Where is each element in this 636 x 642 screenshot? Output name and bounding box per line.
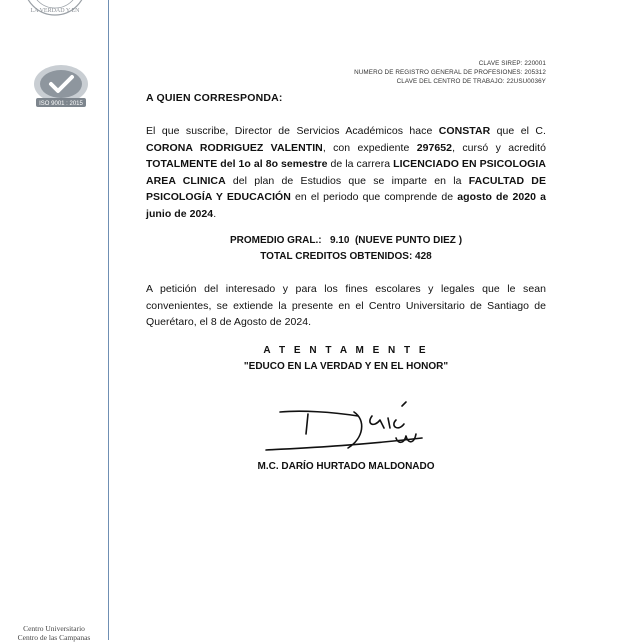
sirep-code: CLAVE SIREP: 220001 xyxy=(478,60,546,67)
reference-codes xyxy=(354,59,546,86)
faculty-name: FACULTAD DE PSICOLOGÍA Y EDUCACIÓN xyxy=(146,174,546,204)
signer-name: M.C. DARÍO HURTADO MALDONADO xyxy=(257,461,435,472)
career-name: LICENCIADO EN PSICOLOGIA AREA CLINICA xyxy=(146,158,546,187)
seal-text: LA VERDAD Y EN xyxy=(30,8,80,14)
general-average: PROMEDIO GRAL.: 9.10 (NUEVE PUNTO DIEZ ) xyxy=(229,235,463,246)
study-period: agosto de 2020 a junio de 2024 xyxy=(146,191,546,220)
constar-word: CONSTAR xyxy=(438,125,491,137)
university-seal-icon xyxy=(22,0,88,18)
profession-registry-number: NUMERO DE REGISTRO GENERAL DE PROFESIONES: 205312 xyxy=(354,69,546,76)
sidebar-footer xyxy=(0,624,108,642)
handwritten-signature-icon xyxy=(262,398,432,460)
student-name: CORONA RODRIGUEZ VALENTIN xyxy=(146,141,323,154)
iso-certification-badge-icon xyxy=(32,64,90,112)
file-number: 297652 xyxy=(416,141,453,154)
letter-greeting: A QUIEN CORRESPONDA: xyxy=(146,92,283,104)
certification-paragraph: El que suscribe, Director de Servicios Académicos hace CONSTAR que el C. CORONA RODRIGUEZ VALENTIN, con expediente 297652, cursó y acreditó TOTALMENTE del 1o al 8o semestre de la carrera LICENCIADO EN PSICOLOGIA AREA CLINICA del plan de Estudios que se imparte en la FACULTAD DE PSICOLOGÍA Y EDUCACIÓN en el periodo que comprende de agosto de 2020 a junio de 2024. xyxy=(146,125,546,220)
iso-badge-text: ISO 9001 : 2015 xyxy=(39,101,83,107)
footer-line-1: Centro Universitario xyxy=(23,624,85,633)
footer-line-2: Centro de las Campanas xyxy=(17,633,91,642)
work-center-code: CLAVE DEL CENTRO DE TRABAJO: 22USU0036Y xyxy=(396,78,546,85)
closing-salutation: A T E N T A M E N T E xyxy=(263,345,429,356)
sidebar-divider xyxy=(108,0,109,640)
issuance-paragraph: A petición del interesado y para los fines escolares y legales que le sean convenientes, se extiende la presente en el Centro Universitario de Santiago de Querétaro, el 8 de Agosto de 2024. xyxy=(146,283,546,329)
institution-motto: "EDUCO EN LA VERDAD Y EN EL HONOR" xyxy=(243,361,449,372)
semesters-completed: TOTALMENTE del 1o al 8o semestre xyxy=(146,158,328,171)
total-credits: TOTAL CREDITOS OBTENIDOS: 428 xyxy=(260,251,432,262)
